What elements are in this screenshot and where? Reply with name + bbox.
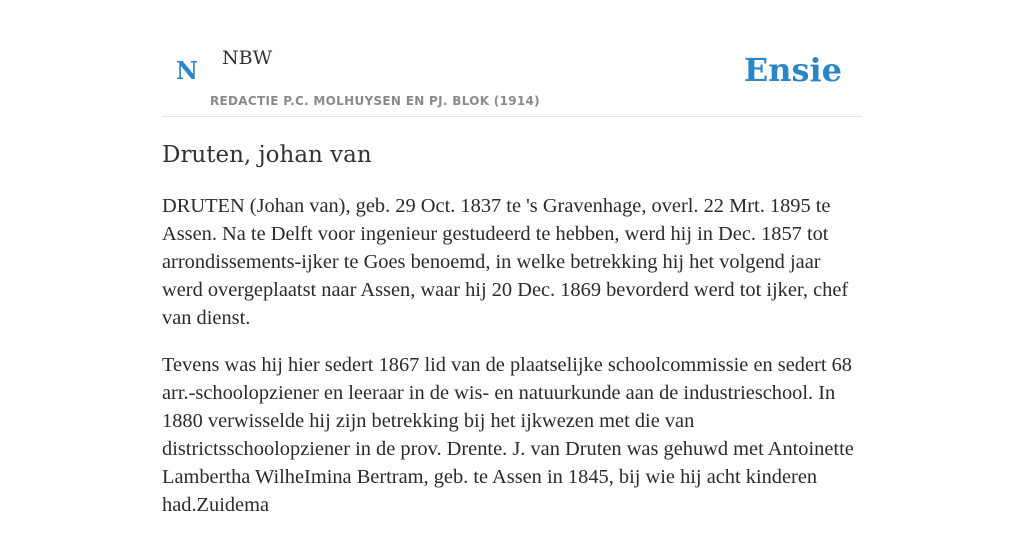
entry-paragraph: Tevens was hij hier sedert 1867 lid van de plaatselijke schoolcommissie en sedert 68 arr.-schoolopziener en leeraar in de wis- en natuurkunde aan de industrieschool. In 1880 verwisselde hij zijn betrekking bij het ijkwezen met die van districtsschoolopziener in de prov. Drente. J. van Druten was gehuwd met Antoinette Lambertha WilheImina Bertram, geb. te Assen in 1845, bij wie hij acht kinderen had.Zuidema [162,354,854,516]
article-page [162,0,862,516]
brand-logo[interactable]: Ensie [743,51,842,89]
source-header [162,0,862,117]
entry-title: Druten, johan van [162,142,372,168]
source-subtitle: REDACTIE P.C. MOLHUYSEN EN PJ. BLOK (1914) [210,94,540,108]
entry-body [162,192,862,538]
entry-paragraph: DRUTEN (Johan van), geb. 29 Oct. 1837 te 's Gravenhage, overl. 22 Mrt. 1895 te Assen. Na te Delft voor ingenieur gestudeerd te hebben, werd hij in Dec. 1857 tot arrondissements-ijker te Goes benoemd, in welke betrekking hij het volgend jaar werd overgeplaatst naar Assen, waar hij 20 Dec. 1869 bevorderd werd tot ijker, chef van dienst. [162,195,849,329]
source-logo[interactable]: N [176,56,198,85]
source-title[interactable]: NBW [222,47,273,69]
